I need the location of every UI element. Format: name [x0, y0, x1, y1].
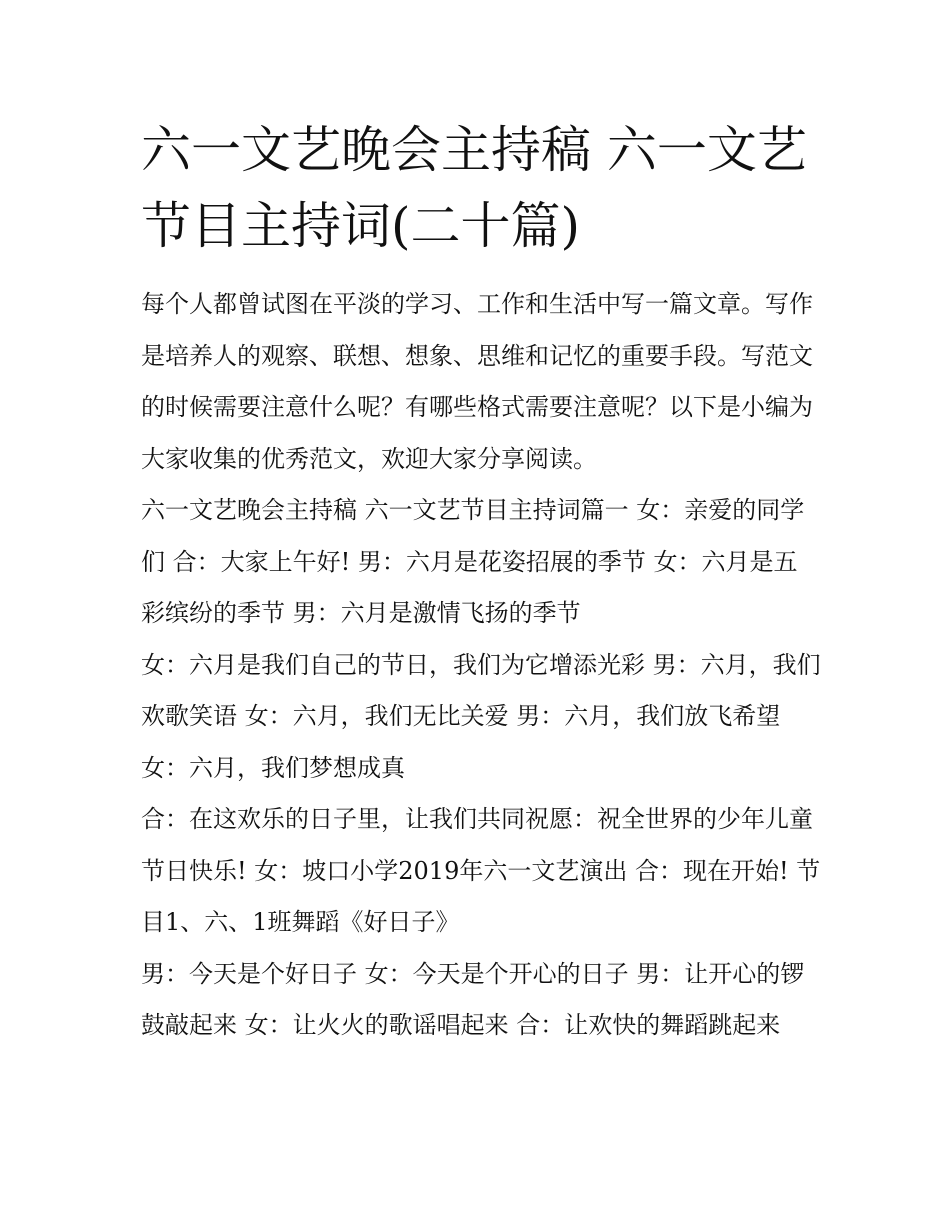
paragraph-intro: 每个人都曾试图在平淡的学习、工作和生活中写一篇文章。写作是培养人的观察、联想、想象、思维和记忆的重要手段。写范文的时候需要注意什么呢？有哪些格式需要注意呢？以下是小编为大家收集的优秀范文，欢迎大家分享阅读。 [141, 290, 813, 473]
paragraph-script-3: 合：在这欢乐的日子里，让我们共同祝愿：祝全世界的少年儿童节日快乐! 女：坡口小学2019年六一文艺演出 合：现在开始! 节目1、六、1班舞蹈《好日子》 [141, 805, 821, 936]
paragraph-script-2: 女：六月是我们自己的节日，我们为它增添光彩 男：六月，我们欢歌笑语 女：六月，我们无比关爱 男：六月，我们放飞希望 女：六月，我们梦想成真 [141, 650, 821, 782]
document-title: 六一文艺晚会主持稿 六一文艺节目主持词(二十篇) [141, 121, 807, 255]
document-body [141, 279, 821, 1052]
paragraph-script-4: 男：今天是个好日子 女：今天是个开心的日子 男：让开心的锣鼓敲起来 女：让火火的歌谣唱起来 合：让欢快的舞蹈跳起来 [141, 959, 805, 1039]
paragraph-script-1: 六一文艺晚会主持稿 六一文艺节目主持词篇一 女：亲爱的同学们 合：大家上午好! 男：六月是花姿招展的季节 女：六月是五彩缤纷的季节 男：六月是激情飞扬的季节 [141, 496, 805, 627]
